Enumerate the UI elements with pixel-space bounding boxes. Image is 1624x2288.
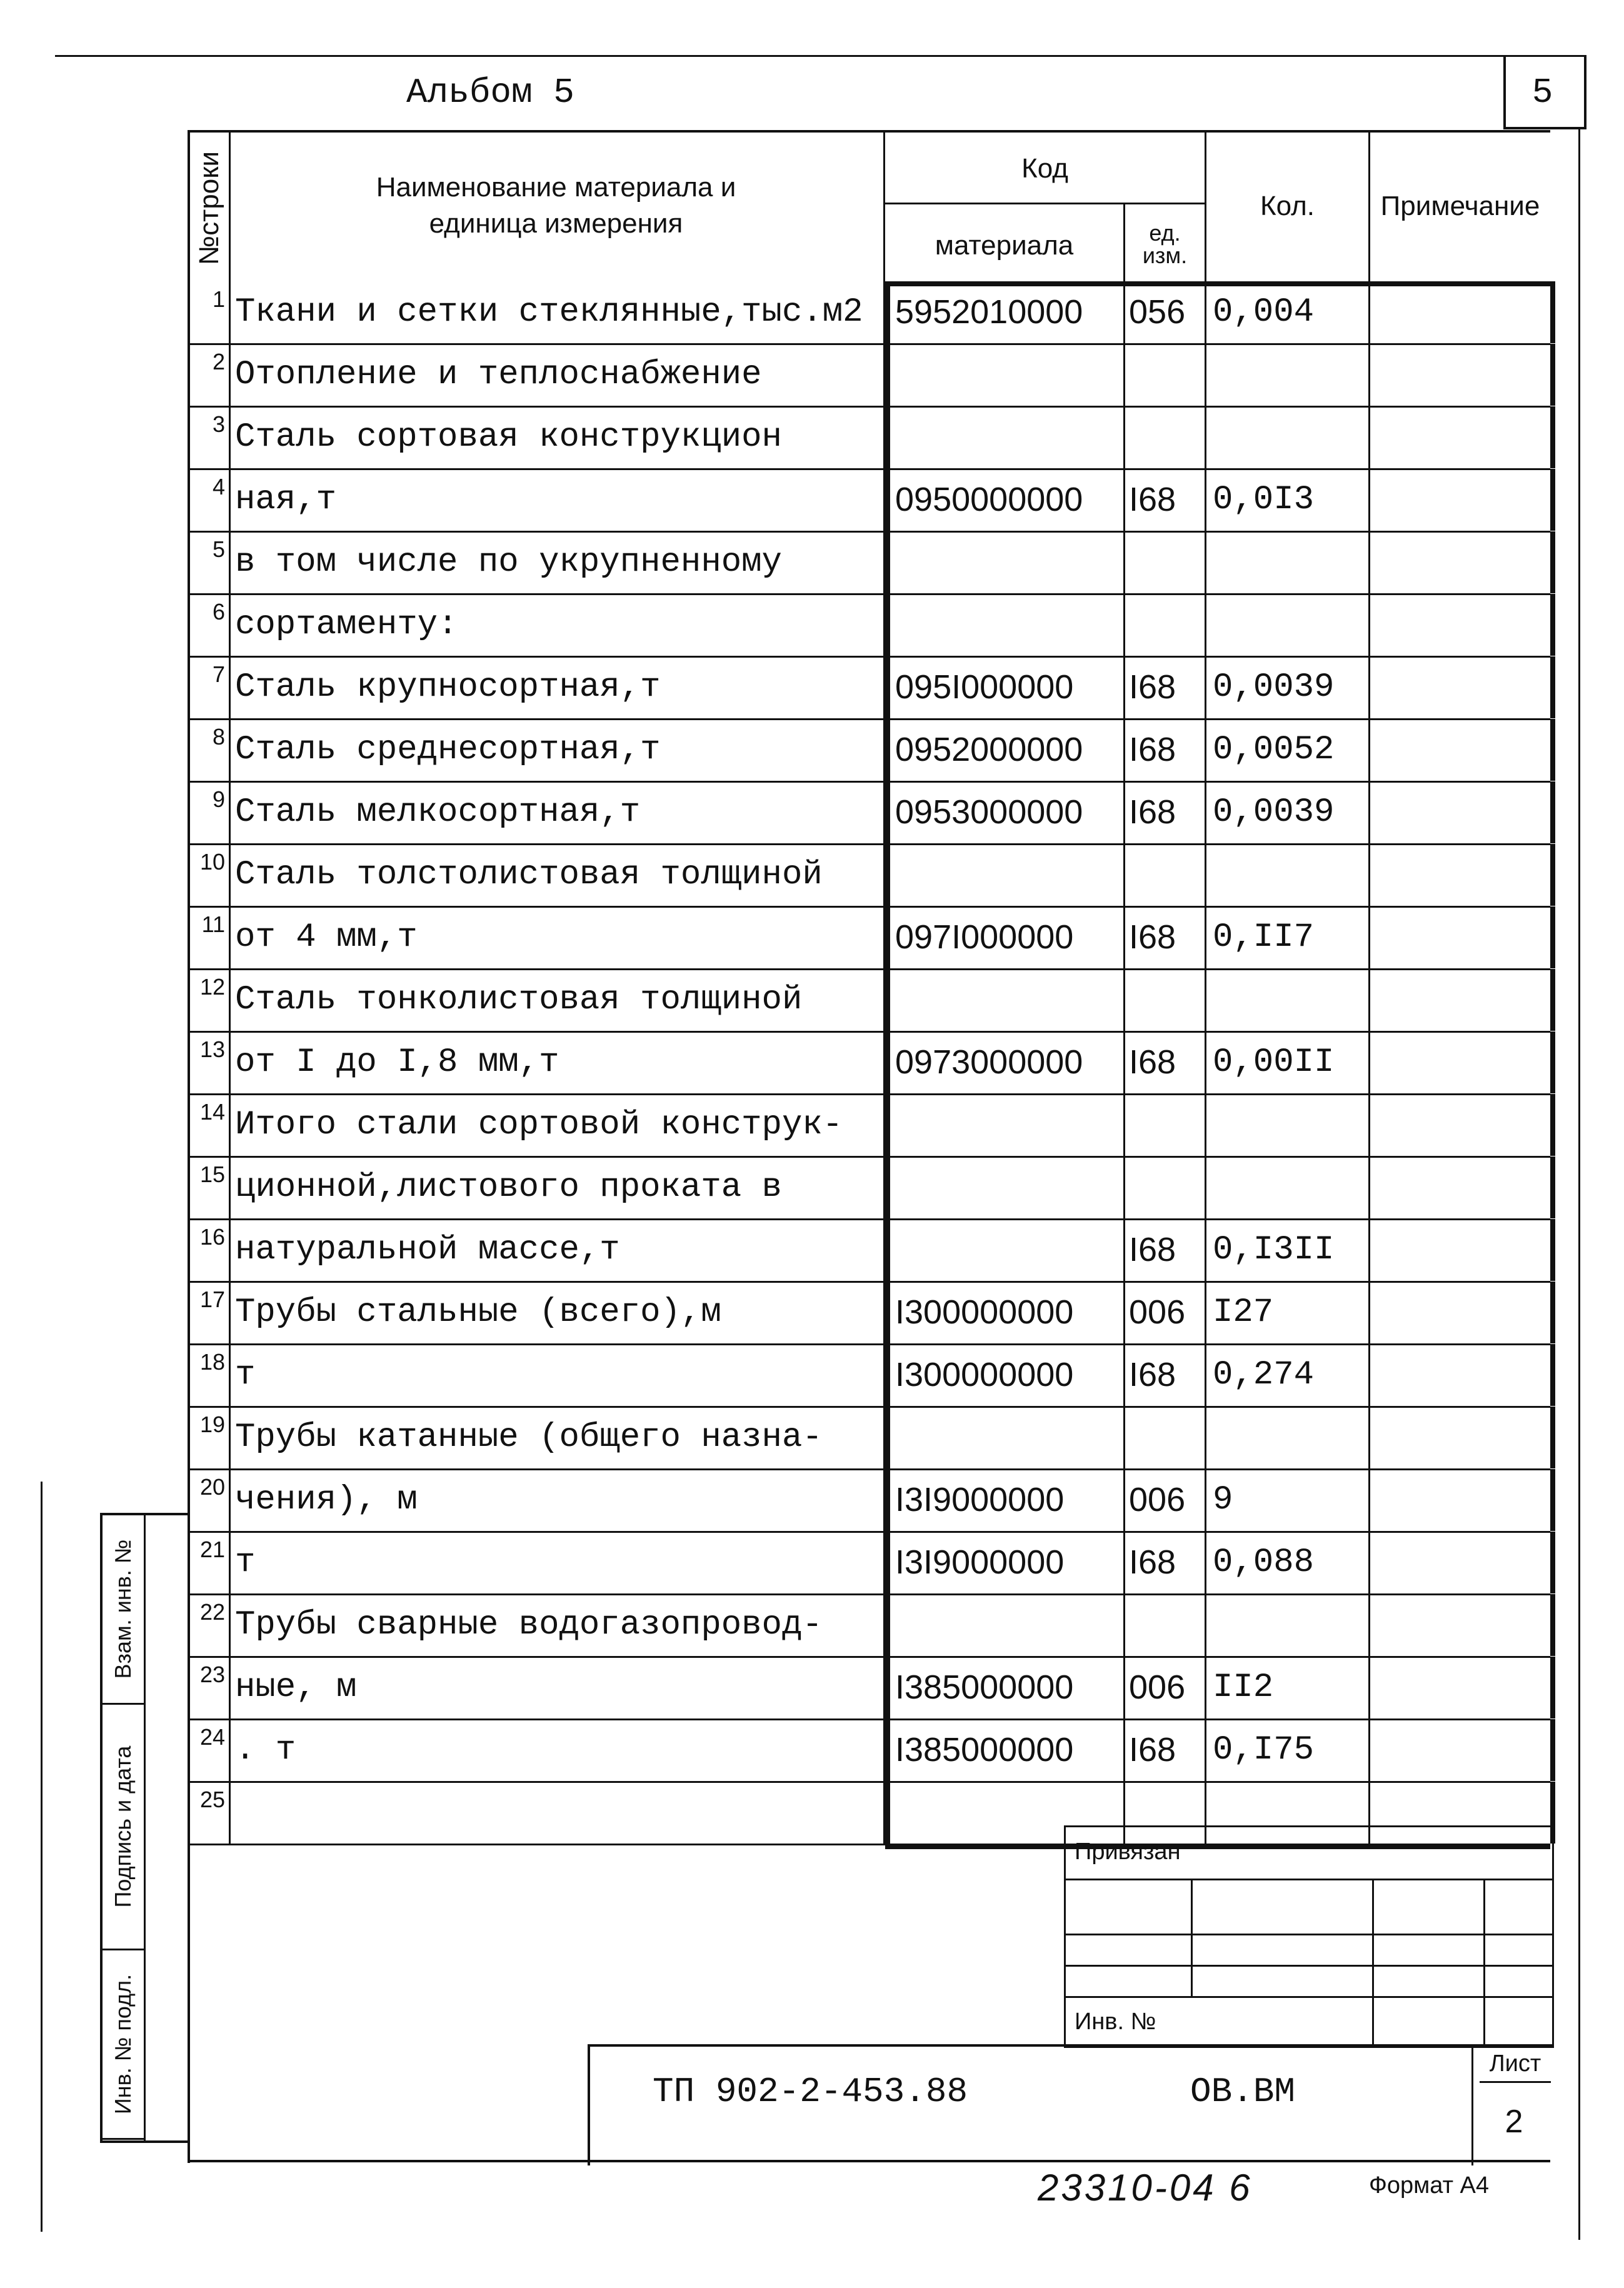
unit-code xyxy=(1125,594,1206,656)
quantity: 0,00II xyxy=(1206,1031,1370,1093)
material-name: Сталь тонколистовая толщиной xyxy=(229,969,885,1031)
material-code: I300000000 xyxy=(885,1344,1125,1406)
material-code xyxy=(885,344,1125,406)
material-name xyxy=(229,1782,885,1844)
row-number: 13 xyxy=(199,1036,225,1062)
note xyxy=(1370,1157,1555,1218)
unit-code: I68 xyxy=(1125,1031,1206,1093)
quantity xyxy=(1206,969,1370,1031)
name-header-line2: единица измерения xyxy=(429,208,683,239)
material-name: Итого стали сортовой конструк- xyxy=(229,1094,885,1156)
material-code xyxy=(885,1407,1125,1468)
binding-label: Привязан xyxy=(1075,1839,1181,1865)
unit-code: 006 xyxy=(1125,1469,1206,1531)
bind-line xyxy=(1066,1965,1552,1967)
material-code: 0950000000 xyxy=(885,469,1125,531)
right-frame-line xyxy=(1578,127,1580,2240)
row-number: 7 xyxy=(212,661,225,687)
table-row xyxy=(188,1282,1550,1345)
material-code xyxy=(885,1157,1125,1218)
table-row xyxy=(188,906,1550,970)
quantity: 0,004 xyxy=(1206,281,1370,343)
unit-code xyxy=(1125,1594,1206,1656)
quantity xyxy=(1206,1594,1370,1656)
material-name: . т xyxy=(229,1719,885,1781)
quantity: 0,II7 xyxy=(1206,906,1370,968)
quantity: 0,0039 xyxy=(1206,656,1370,718)
row-number: 18 xyxy=(199,1349,225,1375)
side-cell-signature xyxy=(103,1705,144,1950)
row-number: 14 xyxy=(199,1099,225,1125)
unit-code xyxy=(1125,531,1206,593)
note xyxy=(1370,344,1555,406)
top-border xyxy=(55,55,1586,57)
side-stamp xyxy=(100,1513,190,2143)
table-row xyxy=(188,1031,1550,1095)
row-number: 17 xyxy=(199,1287,225,1312)
material-name: Отопление и теплоснабжение xyxy=(229,344,885,406)
sheet-label: Лист xyxy=(1480,2047,1551,2083)
table-row xyxy=(188,406,1550,470)
row-number: 9 xyxy=(212,786,225,812)
row-number: 1 xyxy=(212,286,225,312)
side-cell-replacement xyxy=(103,1515,144,1705)
quantity xyxy=(1206,594,1370,656)
row-number: 16 xyxy=(199,1224,225,1250)
material-code xyxy=(885,1219,1125,1281)
unit-code: I68 xyxy=(1125,781,1206,843)
row-number: 22 xyxy=(199,1599,225,1625)
bold-frame-top xyxy=(885,281,1550,286)
table-row xyxy=(188,344,1550,408)
note xyxy=(1370,656,1555,718)
row-number: 10 xyxy=(199,849,225,875)
material-name: Трубы катанные (общего назна- xyxy=(229,1407,885,1468)
material-code: I3I9000000 xyxy=(885,1532,1125,1593)
project-code: ТП 902-2-453.88 xyxy=(653,2072,968,2112)
material-code: I300000000 xyxy=(885,1282,1125,1343)
name-header xyxy=(229,133,885,284)
row-number: 2 xyxy=(212,349,225,374)
material-code: 0952000000 xyxy=(885,719,1125,781)
note xyxy=(1370,969,1555,1031)
material-name: сортаменту: xyxy=(229,594,885,656)
material-name: Трубы стальные (всего),м xyxy=(229,1282,885,1343)
quantity xyxy=(1206,1157,1370,1218)
side-divider xyxy=(144,1515,146,2140)
side-replacement-label: Взам. инв. № xyxy=(110,1539,136,1679)
quantity: 0,I3II xyxy=(1206,1219,1370,1281)
table-row xyxy=(188,844,1550,908)
unit-code: I68 xyxy=(1125,1719,1206,1781)
side-signature-label: Подпись и дата xyxy=(110,1745,136,1908)
material-name: от I до I,8 мм,т xyxy=(229,1031,885,1093)
note xyxy=(1370,1657,1555,1719)
material-name: чения), м xyxy=(229,1469,885,1531)
binding-block xyxy=(1064,1825,1554,2048)
table-row xyxy=(188,594,1550,658)
unit-code: I68 xyxy=(1125,656,1206,718)
quantity xyxy=(1206,406,1370,468)
material-code: 5952010000 xyxy=(885,281,1125,343)
quantity xyxy=(1206,1407,1370,1468)
table-row xyxy=(188,719,1550,783)
table-row xyxy=(188,969,1550,1033)
inventory-label: Инв. № xyxy=(1075,2009,1156,2035)
unit-code xyxy=(1125,1157,1206,1218)
row-number: 23 xyxy=(199,1662,225,1687)
note xyxy=(1370,1282,1555,1343)
unit-code: I68 xyxy=(1125,906,1206,968)
material-name: Трубы сварные водогазопровод- xyxy=(229,1594,885,1656)
note xyxy=(1370,1094,1555,1156)
bind-divider xyxy=(1483,1879,1485,2046)
material-name: натуральной массе,т xyxy=(229,1219,885,1281)
table-row xyxy=(188,1594,1550,1658)
row-number: 19 xyxy=(199,1412,225,1437)
material-code xyxy=(885,969,1125,1031)
table-row xyxy=(188,1469,1550,1533)
unit-code xyxy=(1125,344,1206,406)
handwritten-number: 23310-04 6 xyxy=(1038,2167,1253,2209)
note xyxy=(1370,406,1555,468)
side-inventory-label: Инв. № подл. xyxy=(110,1974,136,2115)
quantity: 9 xyxy=(1206,1469,1370,1531)
quantity: 0,0052 xyxy=(1206,719,1370,781)
note xyxy=(1370,1031,1555,1093)
material-code xyxy=(885,531,1125,593)
unit-code xyxy=(1125,1094,1206,1156)
left-margin-line xyxy=(41,1482,43,2232)
row-number: 8 xyxy=(212,724,225,750)
note xyxy=(1370,719,1555,781)
note xyxy=(1370,906,1555,968)
material-code: I385000000 xyxy=(885,1719,1125,1781)
row-number: 4 xyxy=(212,474,225,499)
material-name: т xyxy=(229,1344,885,1406)
left-frame-line xyxy=(188,1513,190,2163)
table-row xyxy=(188,1657,1550,1720)
material-name: в том числе по укрупненному xyxy=(229,531,885,593)
note xyxy=(1370,1344,1555,1406)
quantity xyxy=(1206,844,1370,906)
unit-code: 006 xyxy=(1125,1657,1206,1719)
material-name: Сталь крупносортная,т xyxy=(229,656,885,718)
row-number: 21 xyxy=(199,1537,225,1562)
bind-line xyxy=(1066,1934,1552,1935)
bind-line xyxy=(1066,1996,1552,1998)
code-unit-header: ед. изм. xyxy=(1125,204,1206,284)
quantity: 0,088 xyxy=(1206,1532,1370,1593)
unit-code: I68 xyxy=(1125,1344,1206,1406)
note xyxy=(1370,1219,1555,1281)
note-header: Примечание xyxy=(1380,191,1540,221)
quantity xyxy=(1206,1094,1370,1156)
format-label: Формат А4 xyxy=(1369,2172,1490,2199)
material-name: ная,т xyxy=(229,469,885,531)
quantity xyxy=(1206,531,1370,593)
material-code: 0973000000 xyxy=(885,1031,1125,1093)
note xyxy=(1370,1594,1555,1656)
material-code xyxy=(885,406,1125,468)
bind-line xyxy=(1066,1879,1552,1880)
unit-code: 006 xyxy=(1125,1282,1206,1343)
row-number: 25 xyxy=(199,1787,225,1812)
material-code xyxy=(885,844,1125,906)
note xyxy=(1370,281,1555,343)
material-name: ные, м xyxy=(229,1657,885,1719)
row-number: 12 xyxy=(199,974,225,1000)
row-number: 15 xyxy=(199,1162,225,1187)
page-number: 5 xyxy=(1531,73,1553,113)
note xyxy=(1370,594,1555,656)
material-code: 0953000000 xyxy=(885,781,1125,843)
table-row xyxy=(188,469,1550,533)
material-code xyxy=(885,594,1125,656)
table-row xyxy=(188,1157,1550,1220)
material-name: от 4 мм,т xyxy=(229,906,885,968)
note xyxy=(1370,844,1555,906)
table-row xyxy=(188,281,1550,345)
material-code: I3I9000000 xyxy=(885,1469,1125,1531)
table-header xyxy=(188,130,1550,284)
table-row xyxy=(188,1532,1550,1595)
table-row xyxy=(188,1219,1550,1283)
row-number: 6 xyxy=(212,599,225,625)
quantity: 0,I75 xyxy=(1206,1719,1370,1781)
row-number-header: №строки xyxy=(188,133,231,284)
material-code: I385000000 xyxy=(885,1657,1125,1719)
row-number: 24 xyxy=(199,1724,225,1750)
unit-code xyxy=(1125,844,1206,906)
material-code xyxy=(885,1594,1125,1656)
side-cell-inventory xyxy=(103,1950,144,2140)
note xyxy=(1370,1719,1555,1781)
table-row xyxy=(188,1719,1550,1783)
note xyxy=(1370,1407,1555,1468)
quantity: II2 xyxy=(1206,1657,1370,1719)
quantity xyxy=(1206,344,1370,406)
sheet-box xyxy=(1471,2047,1555,2165)
code-group-header: Код xyxy=(885,133,1206,204)
table-row xyxy=(188,781,1550,845)
unit-code xyxy=(1125,406,1206,468)
album-title: Альбом 5 xyxy=(406,73,574,113)
material-name: Сталь среднесортная,т xyxy=(229,719,885,781)
bottom-frame-line xyxy=(188,2160,1550,2162)
note xyxy=(1370,1532,1555,1593)
table-row xyxy=(188,656,1550,720)
row-number: 20 xyxy=(199,1474,225,1500)
unit-code: I68 xyxy=(1125,1219,1206,1281)
note xyxy=(1370,531,1555,593)
material-code: 097I000000 xyxy=(885,906,1125,968)
material-name: Сталь мелкосортная,т xyxy=(229,781,885,843)
note xyxy=(1370,781,1555,843)
quantity: 0,0I3 xyxy=(1206,469,1370,531)
bind-divider xyxy=(1191,1879,1193,1996)
bind-divider xyxy=(1372,1879,1374,2046)
material-code: 095I000000 xyxy=(885,656,1125,718)
quantity: I27 xyxy=(1206,1282,1370,1343)
table-row xyxy=(188,1344,1550,1408)
table-row xyxy=(188,1407,1550,1470)
material-name: Сталь толстолистовая толщиной xyxy=(229,844,885,906)
note xyxy=(1370,1469,1555,1531)
row-number: 5 xyxy=(212,536,225,562)
drawing-set-code: ОВ.ВМ xyxy=(1190,2072,1296,2112)
note xyxy=(1370,469,1555,531)
material-name: Ткани и сетки стеклянные,тыс.м2 xyxy=(229,281,885,343)
title-block xyxy=(588,2044,1553,2165)
row-number: 11 xyxy=(201,911,225,937)
code-material-header: материала xyxy=(885,204,1125,284)
row-number: 3 xyxy=(212,411,225,437)
material-name: ционной,листового проката в xyxy=(229,1157,885,1218)
sheet-number: 2 xyxy=(1505,2104,1523,2140)
table-row xyxy=(188,1094,1550,1158)
unit-code: I68 xyxy=(1125,469,1206,531)
unit-code: I68 xyxy=(1125,719,1206,781)
name-header-line1: Наименование материала и xyxy=(376,172,736,203)
quantity: 0,0039 xyxy=(1206,781,1370,843)
unit-code: 056 xyxy=(1125,281,1206,343)
material-code xyxy=(885,1094,1125,1156)
unit-code: I68 xyxy=(1125,1532,1206,1593)
material-name: т xyxy=(229,1532,885,1593)
qty-header: Кол. xyxy=(1206,133,1370,284)
table-row xyxy=(188,531,1550,595)
material-name: Сталь сортовая конструкцион xyxy=(229,406,885,468)
quantity: 0,274 xyxy=(1206,1344,1370,1406)
unit-code xyxy=(1125,969,1206,1031)
unit-code xyxy=(1125,1407,1206,1468)
